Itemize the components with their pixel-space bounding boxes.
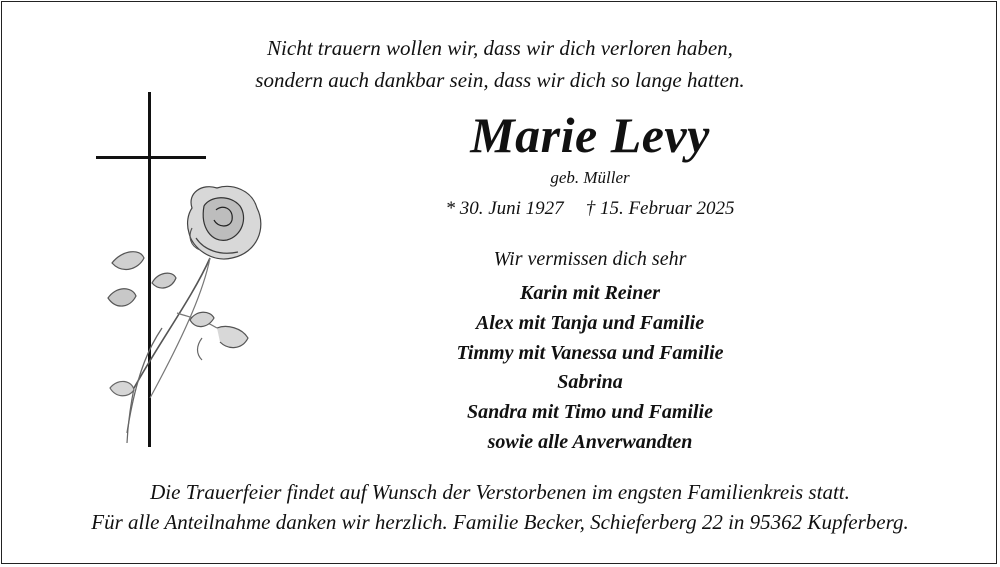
mourner-line: Timmy mit Vanessa und Familie	[456, 342, 724, 364]
mourners-heading: Wir vermissen dich sehr	[493, 248, 687, 270]
mourner-line: Alex mit Tanja und Familie	[475, 312, 705, 334]
mourner-line: Sandra mit Timo und Familie	[467, 401, 713, 423]
rose-icon	[108, 186, 261, 443]
footer-line-1: Die Trauerfeier findet auf Wunsch der Verstorbenen im engsten Familienkreis statt.	[150, 480, 850, 504]
motto-line-1: Nicht trauern wollen wir, dass wir dich verloren haben,	[267, 36, 733, 60]
death-date: † 15. Februar 2025	[585, 198, 735, 219]
mourner-line: Karin mit Reiner	[519, 282, 661, 304]
mourner-line: Sabrina	[557, 371, 623, 393]
cross-and-rose-illustration	[92, 88, 262, 453]
footer-line-2: Für alle Anteilnahme danken wir herzlich. Familie Becker, Schieferberg 22 in 95362 Kupferberg.	[91, 510, 909, 534]
cross-icon	[96, 92, 206, 447]
birth-name: geb. Müller	[550, 168, 630, 187]
mourner-line: sowie alle Anverwandten	[487, 431, 693, 453]
motto-line-2: sondern auch dankbar sein, dass wir dich so lange hatten.	[255, 68, 745, 92]
deceased-name: Marie Levy	[470, 107, 710, 163]
birth-date: * 30. Juni 1927	[445, 198, 564, 219]
